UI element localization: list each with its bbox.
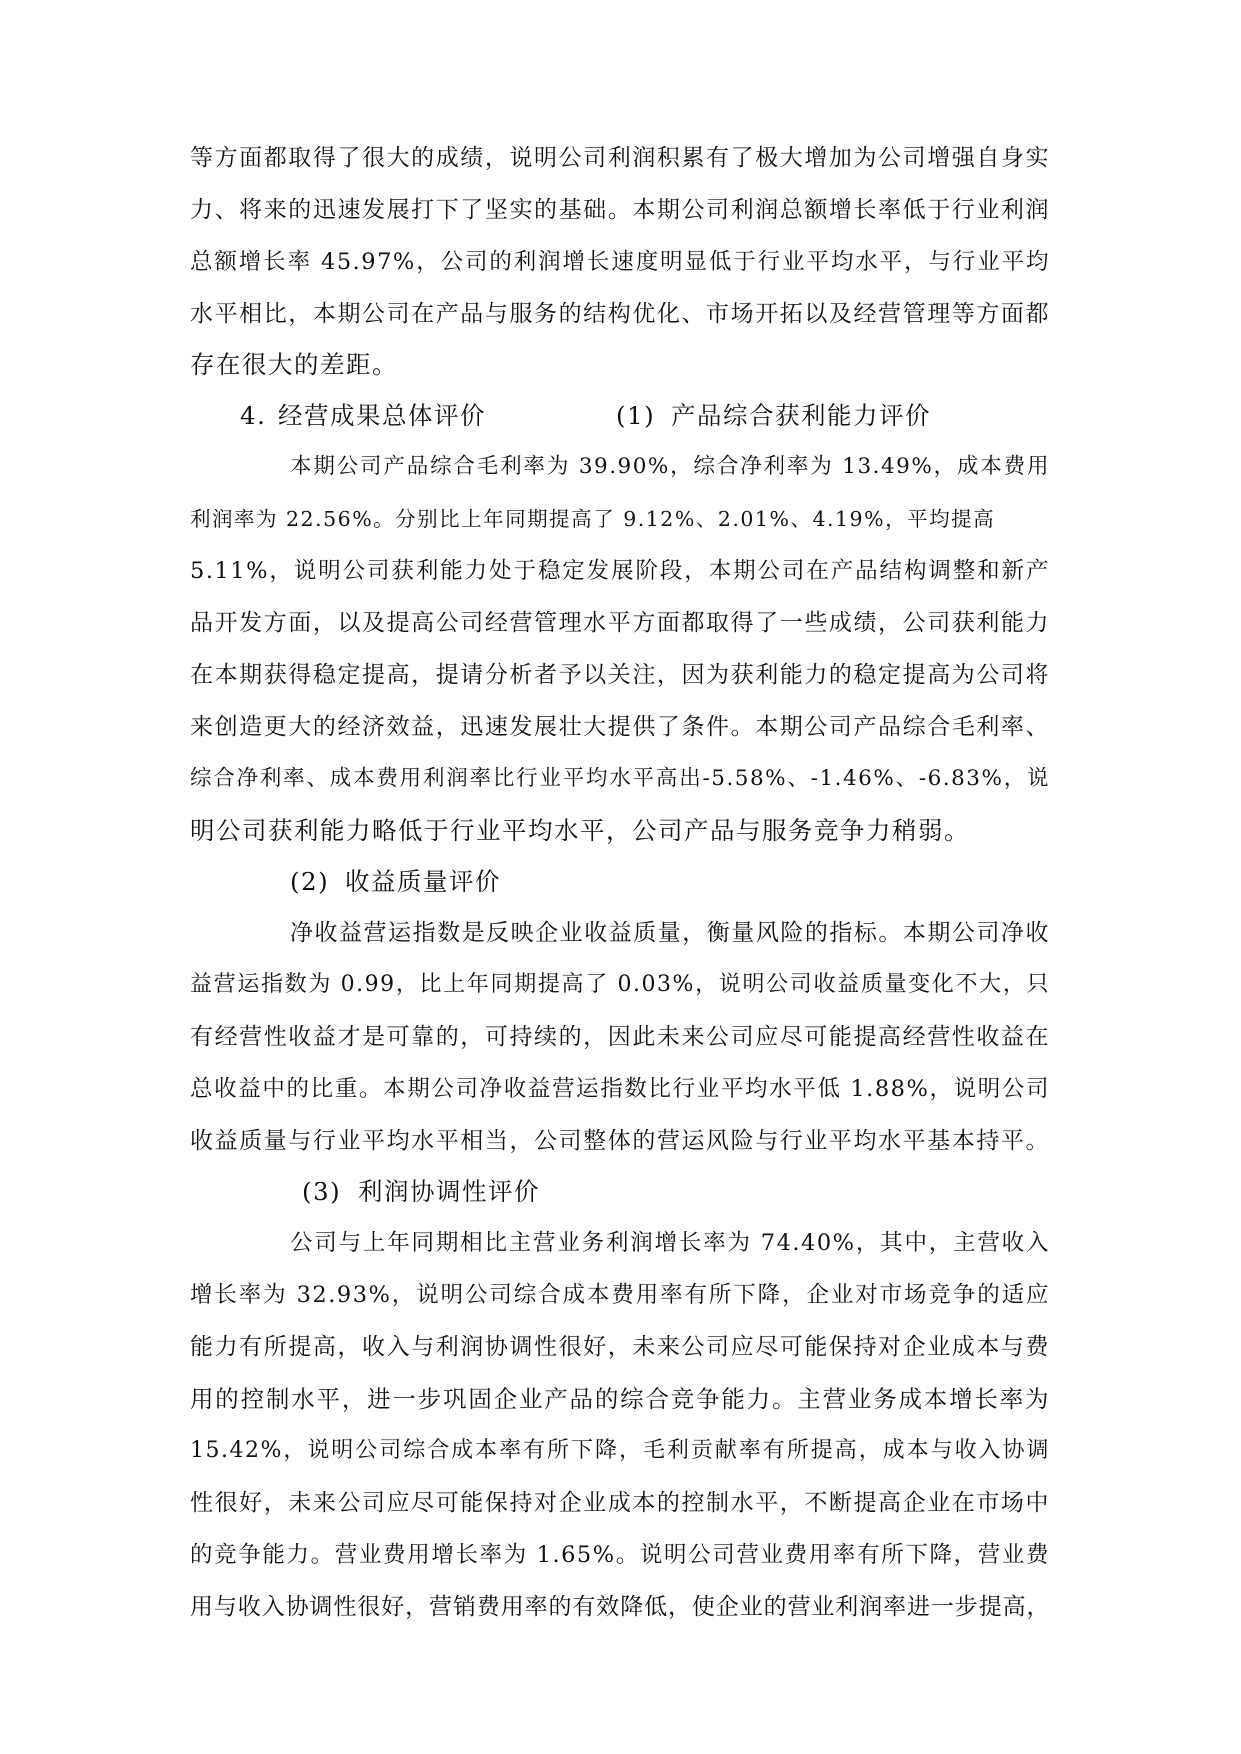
text-line: 5.11%，说明公司获利能力处于稳定发展阶段，本期公司在产品结构调整和新产 — [190, 558, 1050, 584]
text-line: 水平相比，本期公司在产品与服务的结构优化、市场开拓以及经营管理等方面都 — [190, 301, 1050, 327]
subsection-heading — [302, 1176, 1050, 1208]
text-line: 用的控制水平，进一步巩固企业产品的综合竞争能力。主营业务成本增长率为 — [190, 1385, 1050, 1413]
subsection-number: (3) — [302, 1177, 342, 1206]
subsection-title: 产品综合获利能力评价 — [671, 401, 931, 430]
subsection-title: 收益质量评价 — [345, 867, 501, 896]
text-line: 综合净利率、成本费用利润率比行业平均水平高出-5.58%、-1.46%、-6.83%，说 — [190, 766, 1050, 791]
text-line: 公司与上年同期相比主营业务利润增长率为 74.40%，其中，主营收入 — [290, 1230, 1050, 1256]
text-line: 能力有所提高，收入与利润协调性很好，未来公司应尽可能保持对企业成本与费 — [190, 1334, 1050, 1360]
text-line: 利润率为 22.56%。分别比上年同期提高了 9.12%、2.01%、4.19%，平均提高 — [190, 507, 996, 531]
section-number: 4. — [240, 401, 267, 430]
section-title: 经营成果总体评价 — [278, 401, 486, 430]
text-line: 总收益中的比重。本期公司净收益营运指数比行业平均水平低 1.88%，说明公司 — [190, 1076, 1050, 1102]
text-line: 性很好，未来公司应尽可能保持对企业成本的控制水平，不断提高企业在市场中 — [190, 1490, 1050, 1516]
text-line: 15.42%，说明公司综合成本率有所下降，毛利贡献率有所提高，成本与收入协调 — [190, 1438, 1050, 1463]
section-heading — [240, 400, 1050, 432]
text-line: 有经营性收益才是可靠的，可持续的，因此未来公司应尽可能提高经营性收益在 — [190, 1024, 1050, 1050]
text-line: 的竞争能力。营业费用增长率为 1.65%。说明公司营业费用率有所下降，营业费 — [190, 1542, 1050, 1568]
text-line: 净收益营运指数是反映企业收益质量，衡量风险的指标。本期公司净收 — [290, 920, 1050, 946]
text-line: 收益质量与行业平均水平相当，公司整体的营运风险与行业平均水平基本持平。 — [190, 1128, 1050, 1154]
text-line: 总额增长率 45.97%，公司的利润增长速度明显低于行业平均水平，与行业平均 — [190, 249, 1050, 275]
text-line: 益营运指数为 0.99，比上年同期提高了 0.03%，说明公司收益质量变化不大，只 — [190, 972, 1050, 997]
text-line: 在本期获得稳定提高，提请分析者予以关注，因为获利能力的稳定提高为公司将 — [190, 662, 1050, 688]
text-line: 存在很大的差距。 — [190, 350, 398, 379]
text-line: 等方面都取得了很大的成绩，说明公司利润积累有了极大增加为公司增强自身实 — [190, 145, 1050, 171]
subsection-number: (2) — [290, 867, 330, 896]
text-line: 来创造更大的经济效益，迅速发展壮大提供了条件。本期公司产品综合毛利率、 — [190, 714, 1050, 740]
text-line: 力、将来的迅速发展打下了坚实的基础。本期公司利润总额增长率低于行业利润 — [190, 197, 1050, 223]
text-line: 明公司获利能力略低于行业平均水平，公司产品与服务竞争力稍弱。 — [190, 816, 970, 845]
subsection-heading — [290, 866, 1040, 898]
subsection-title: 利润协调性评价 — [358, 1177, 540, 1206]
text-line: 品开发方面，以及提高公司经营管理水平方面都取得了一些成绩，公司获利能力 — [190, 610, 1050, 636]
subsection-number: (1) — [616, 401, 656, 430]
text-line: 本期公司产品综合毛利率为 39.90%，综合净利率为 13.49%，成本费用 — [290, 454, 1050, 479]
text-line: 增长率为 32.93%，说明公司综合成本费用率有所下降，企业对市场竞争的适应 — [190, 1282, 1050, 1308]
text-line: 用与收入协调性很好，营销费用率的有效降低，使企业的营业利润率进一步提高， — [190, 1594, 1050, 1620]
